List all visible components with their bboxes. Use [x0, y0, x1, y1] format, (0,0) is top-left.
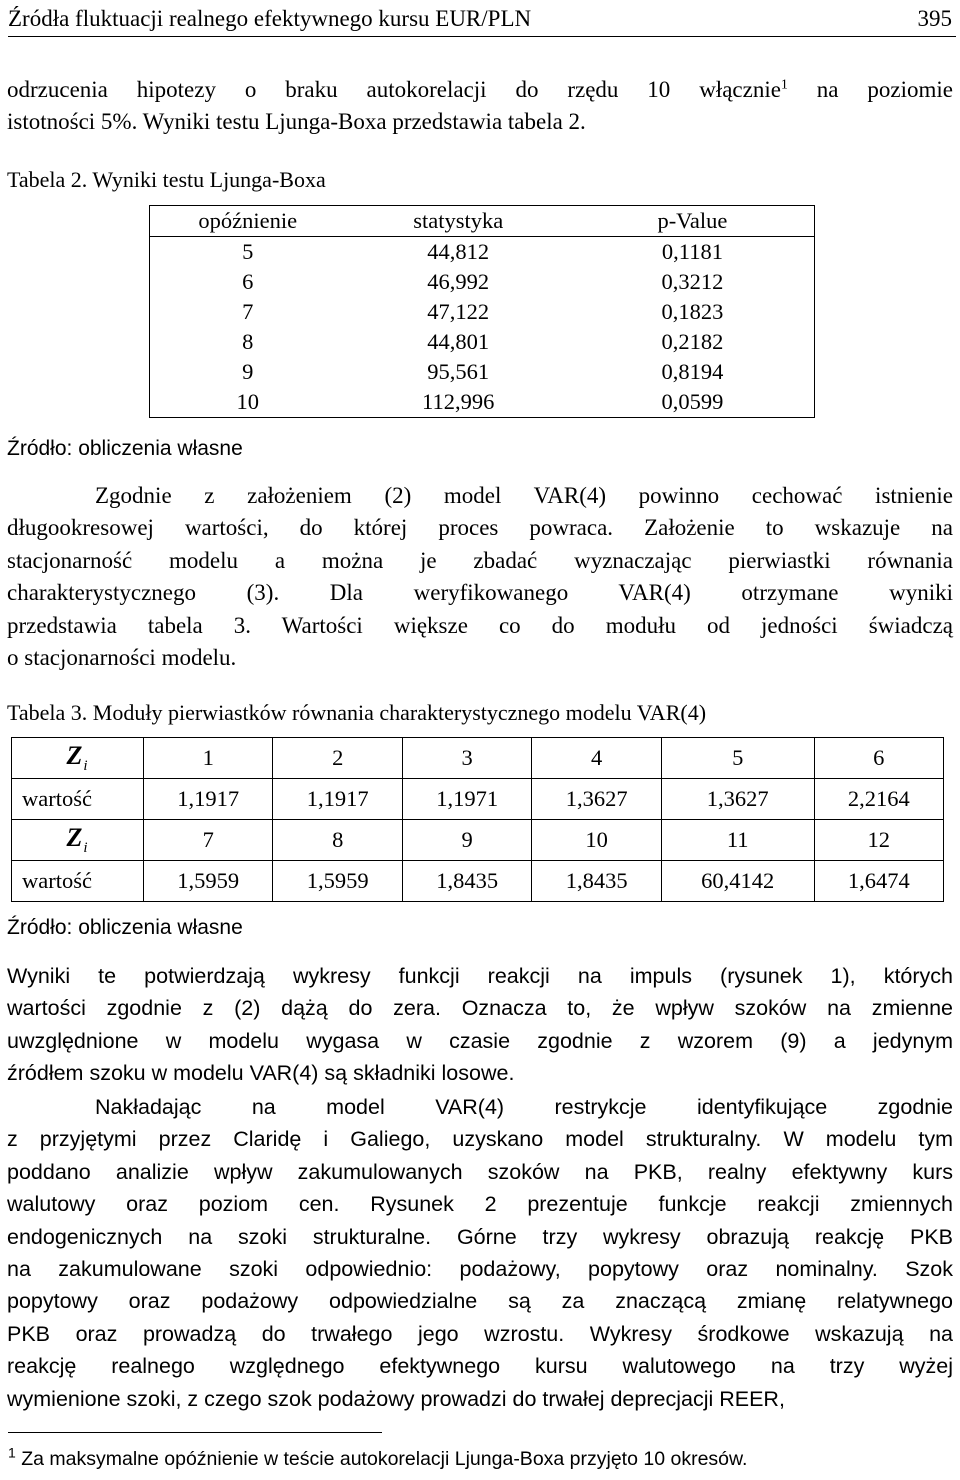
- paragraph-stationarity: [7, 480, 953, 674]
- root-index-cell: 12: [814, 820, 944, 861]
- table2-cell: 7: [242, 299, 254, 324]
- root-modulus-cell: 1,5959: [273, 861, 402, 902]
- para4-line: endogenicznych na szoki strukturalne. Górne trzy wykresy obrazują reakcję PKB: [7, 1224, 953, 1249]
- para4-line: PKB oraz prowadzą do trwałego jego wzrostu. Wykresy środkowe wskazują na: [7, 1321, 953, 1346]
- para3-line: uwzględnione w modelu wygasa w czasie zgodnie z wzorem (9) a jedynym: [7, 1028, 953, 1053]
- root-modulus-cell: 1,8435: [532, 861, 661, 902]
- table2-cell: 0,3212: [661, 269, 724, 294]
- root-index-cell: 10: [532, 820, 661, 861]
- ljung-box-table-body: [150, 206, 815, 418]
- table3-caption: Tabela 3. Moduły pierwiastków równania charakterystycznego modelu VAR(4): [7, 700, 707, 725]
- para2-line: długookresowej wartości, do której proces powraca. Założenie to wskazuje na: [7, 515, 953, 541]
- z-symbol-letter: Z: [66, 822, 84, 852]
- root-index-cell: 8: [273, 820, 402, 861]
- root-modulus-cell: 2,2164: [814, 779, 944, 820]
- intro-line-1-text: odrzucenia hipotezy o braku autokorelacji do rzędu 10 włącznie: [7, 77, 781, 102]
- para4-line: poddano analizie wpływ zakumulowanych szoków na PKB, realny efektywny kurs: [7, 1159, 953, 1184]
- table2-row: [150, 357, 815, 387]
- para4-line: z przyjętymi przez Claridę i Galiego, uzyskano model strukturalny. W modelu tym: [7, 1127, 953, 1152]
- root-modulus-cell: 1,1917: [273, 779, 402, 820]
- table2-cell: 95,561: [427, 359, 490, 384]
- table2-row: [150, 267, 815, 297]
- ljung-box-table: [149, 205, 815, 418]
- roots-modulus-table-body: [12, 738, 944, 902]
- footnote-text: Za maksymalne opóźnienie w teście autokorelacji Ljunga-Boxa przyjęto 10 okresów.: [15, 1448, 748, 1470]
- para4-line: walutowy oraz poziom cen. Rysunek 2 prezentuje funkcje reakcji zmiennych: [7, 1192, 953, 1217]
- root-index-cell: 1: [144, 738, 273, 779]
- root-index-cell: 3: [402, 738, 531, 779]
- paragraph-structural-model: [7, 1091, 953, 1415]
- value-label-cell: wartość: [12, 779, 144, 820]
- footnote: [8, 1446, 747, 1472]
- root-index-cell: 2: [273, 738, 402, 779]
- table2-cell: 47,122: [427, 299, 490, 324]
- paragraph-impulse-response: [7, 960, 953, 1090]
- page-number: 395: [917, 6, 952, 31]
- para2-line: Zgodnie z założeniem (2) model VAR(4) powinno cechować istnienie: [95, 483, 953, 508]
- root-index-cell: 4: [532, 738, 661, 779]
- table2-row: [150, 387, 815, 418]
- table3-value-row: [12, 861, 944, 902]
- table3-value-row: [12, 779, 944, 820]
- table3-index-row: [12, 820, 944, 861]
- para2-line: stacjonarność modelu a można je zbadać wyznaczając pierwiastki równania: [7, 547, 953, 573]
- para3-line: źródłem szoku w modelu VAR(4) są składniki losowe.: [7, 1061, 515, 1086]
- table2-cell: 112,996: [422, 389, 495, 414]
- table2-cell: 0,8194: [661, 359, 724, 384]
- footnote-ref: 1: [780, 77, 788, 93]
- table2-cell: 8: [242, 329, 254, 354]
- table2-cell: 0,0599: [661, 389, 724, 414]
- table2-header-cell: statystyka: [346, 206, 571, 237]
- table2-cell: 0,1823: [661, 299, 724, 324]
- table2-row: [150, 297, 815, 327]
- table3-source: Źródło: obliczenia własne: [7, 916, 243, 939]
- z-symbol-letter: Z: [66, 740, 84, 770]
- table3-index-row: [12, 738, 944, 779]
- z-symbol-cell: [12, 738, 144, 779]
- z-symbol: [66, 822, 89, 857]
- header-title: Źródła fluktuacji realnego efektywnego kursu EUR/PLN: [8, 6, 532, 31]
- root-index-cell: 5: [661, 738, 814, 779]
- root-index-cell: 11: [661, 820, 814, 861]
- roots-modulus-table: [11, 737, 944, 902]
- table2-cell: 5: [242, 239, 254, 264]
- footnote-mark: 1: [8, 1444, 16, 1461]
- z-symbol: [66, 740, 89, 775]
- para4-line: na zakumulowane szoki odpowiednio: podażowy, popytowy oraz nominalny. Szok: [7, 1257, 953, 1282]
- table2-caption: Tabela 2. Wyniki testu Ljunga-Boxa: [7, 167, 326, 192]
- para4-line: reakcję realnego względnego efektywnego kursu walutowego na trzy wyżej: [7, 1354, 953, 1379]
- z-symbol-subscript: i: [83, 840, 89, 857]
- running-header: [8, 4, 956, 37]
- root-modulus-cell: 60,4142: [661, 861, 814, 902]
- table2-header-cell: p-Value: [571, 206, 815, 237]
- table2-source: Źródło: obliczenia własne: [7, 437, 243, 460]
- root-modulus-cell: 1,8435: [402, 861, 531, 902]
- para2-line: przedstawia tabela 3. Wartości większe co do modułu od jedności świadczą: [7, 612, 953, 638]
- intro-line-1: [7, 74, 953, 106]
- root-modulus-cell: 1,6474: [814, 861, 944, 902]
- z-symbol-subscript: i: [83, 758, 89, 775]
- table2-cell: 0,2182: [661, 329, 724, 354]
- para4-line: wymienione szoki, z czego szok podażowy prowadzi do trwałej deprecjacji REER,: [7, 1386, 785, 1411]
- z-symbol-cell: [12, 820, 144, 861]
- para4-line: Nakładając na model VAR(4) restrykcje identyfikujące zgodnie: [95, 1095, 953, 1119]
- table2-cell: 0,1181: [661, 239, 723, 264]
- value-label-cell: wartość: [12, 861, 144, 902]
- table2-header-row: [150, 206, 815, 237]
- root-modulus-cell: 1,3627: [661, 779, 814, 820]
- table2-cell: 9: [242, 359, 254, 384]
- table2-row: [150, 327, 815, 357]
- table2-header-cell: opóźnienie: [150, 206, 346, 237]
- intro-paragraph: [7, 74, 953, 139]
- intro-line-2: istotności 5%. Wyniki testu Ljunga-Boxa przedstawia tabela 2.: [7, 109, 586, 135]
- para2-line: charakterystycznego (3). Dla weryfikowanego VAR(4) otrzymane wyniki: [7, 580, 953, 606]
- table2-row: [150, 237, 815, 268]
- table2-cell: 10: [236, 389, 260, 414]
- para2-line: o stacjonarności modelu.: [7, 645, 237, 671]
- root-modulus-cell: 1,5959: [144, 861, 273, 902]
- table2-cell: 46,992: [427, 269, 490, 294]
- para4-line: popytowy oraz podażowy odpowiedzialne są za znaczącą zmianę relatywnego: [7, 1289, 953, 1314]
- para3-line: Wyniki te potwierdzają wykresy funkcji reakcji na impuls (rysunek 1), których: [7, 964, 953, 988]
- root-index-cell: 6: [814, 738, 944, 779]
- root-modulus-cell: 1,1917: [144, 779, 273, 820]
- footnote-rule: [8, 1432, 382, 1433]
- table2-cell: 44,812: [427, 239, 490, 264]
- table2-cell: 6: [242, 269, 254, 294]
- root-index-cell: 7: [144, 820, 273, 861]
- table2-cell: 44,801: [427, 329, 490, 354]
- root-index-cell: 9: [402, 820, 531, 861]
- intro-line-1-end: na poziomie: [787, 77, 953, 102]
- root-modulus-cell: 1,1971: [402, 779, 531, 820]
- para3-line: wartości zgodnie z (2) dążą do zera. Oznacza to, że wpływ szoków na zmienne: [7, 996, 953, 1021]
- root-modulus-cell: 1,3627: [532, 779, 661, 820]
